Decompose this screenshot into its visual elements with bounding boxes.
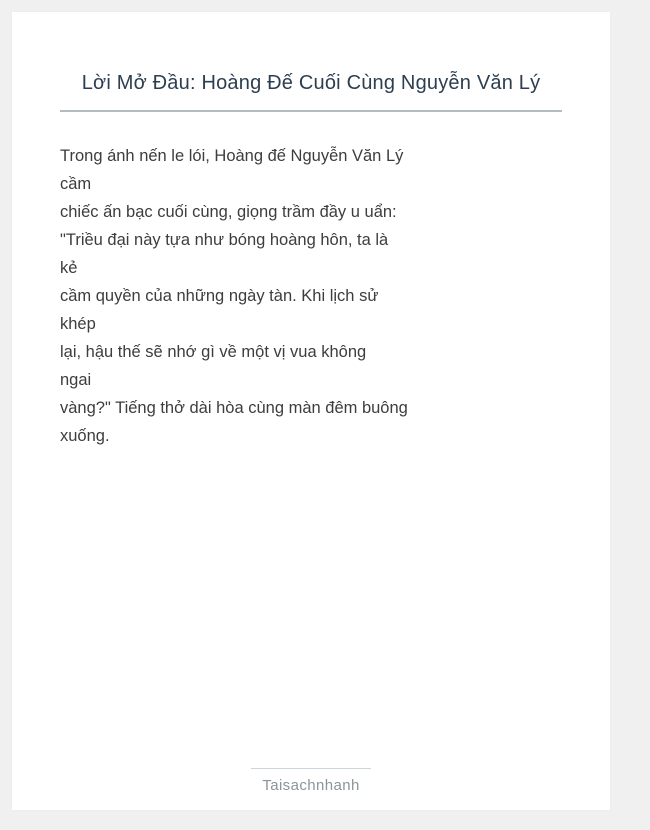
- title-divider-rule: [60, 110, 562, 112]
- chapter-title: Lời Mở Đầu: Hoàng Đế Cuối Cùng Nguyễn Văn Lý: [81, 72, 541, 94]
- body-line: ngai: [60, 371, 92, 389]
- body-line: chiếc ấn bạc cuối cùng, giọng trầm đầy u uẩn:: [60, 203, 397, 221]
- footer-brand-label: Taisachnhanh: [262, 777, 360, 794]
- body-line: Trong ánh nến le lói, Hoàng đế Nguyễn Văn Lý: [60, 147, 404, 165]
- body-line: cầm: [60, 175, 92, 193]
- body-line: "Triều đại này tựa như bóng hoàng hôn, ta là: [60, 231, 389, 249]
- page-content-area: [12, 12, 610, 810]
- footer-divider-rule: [251, 768, 371, 769]
- document-page-card: [12, 12, 610, 810]
- body-line: xuống.: [60, 427, 110, 445]
- page-footer: [12, 768, 610, 794]
- body-line: cầm quyền của những ngày tàn. Khi lịch sử: [60, 287, 379, 305]
- body-line: lại, hậu thế sẽ nhớ gì về một vị vua không: [60, 343, 367, 361]
- chapter-body-text: [60, 142, 562, 450]
- body-line: vàng?" Tiếng thở dài hòa cùng màn đêm buông: [60, 399, 408, 417]
- body-line: khép: [60, 315, 96, 333]
- body-line: kẻ: [60, 259, 78, 277]
